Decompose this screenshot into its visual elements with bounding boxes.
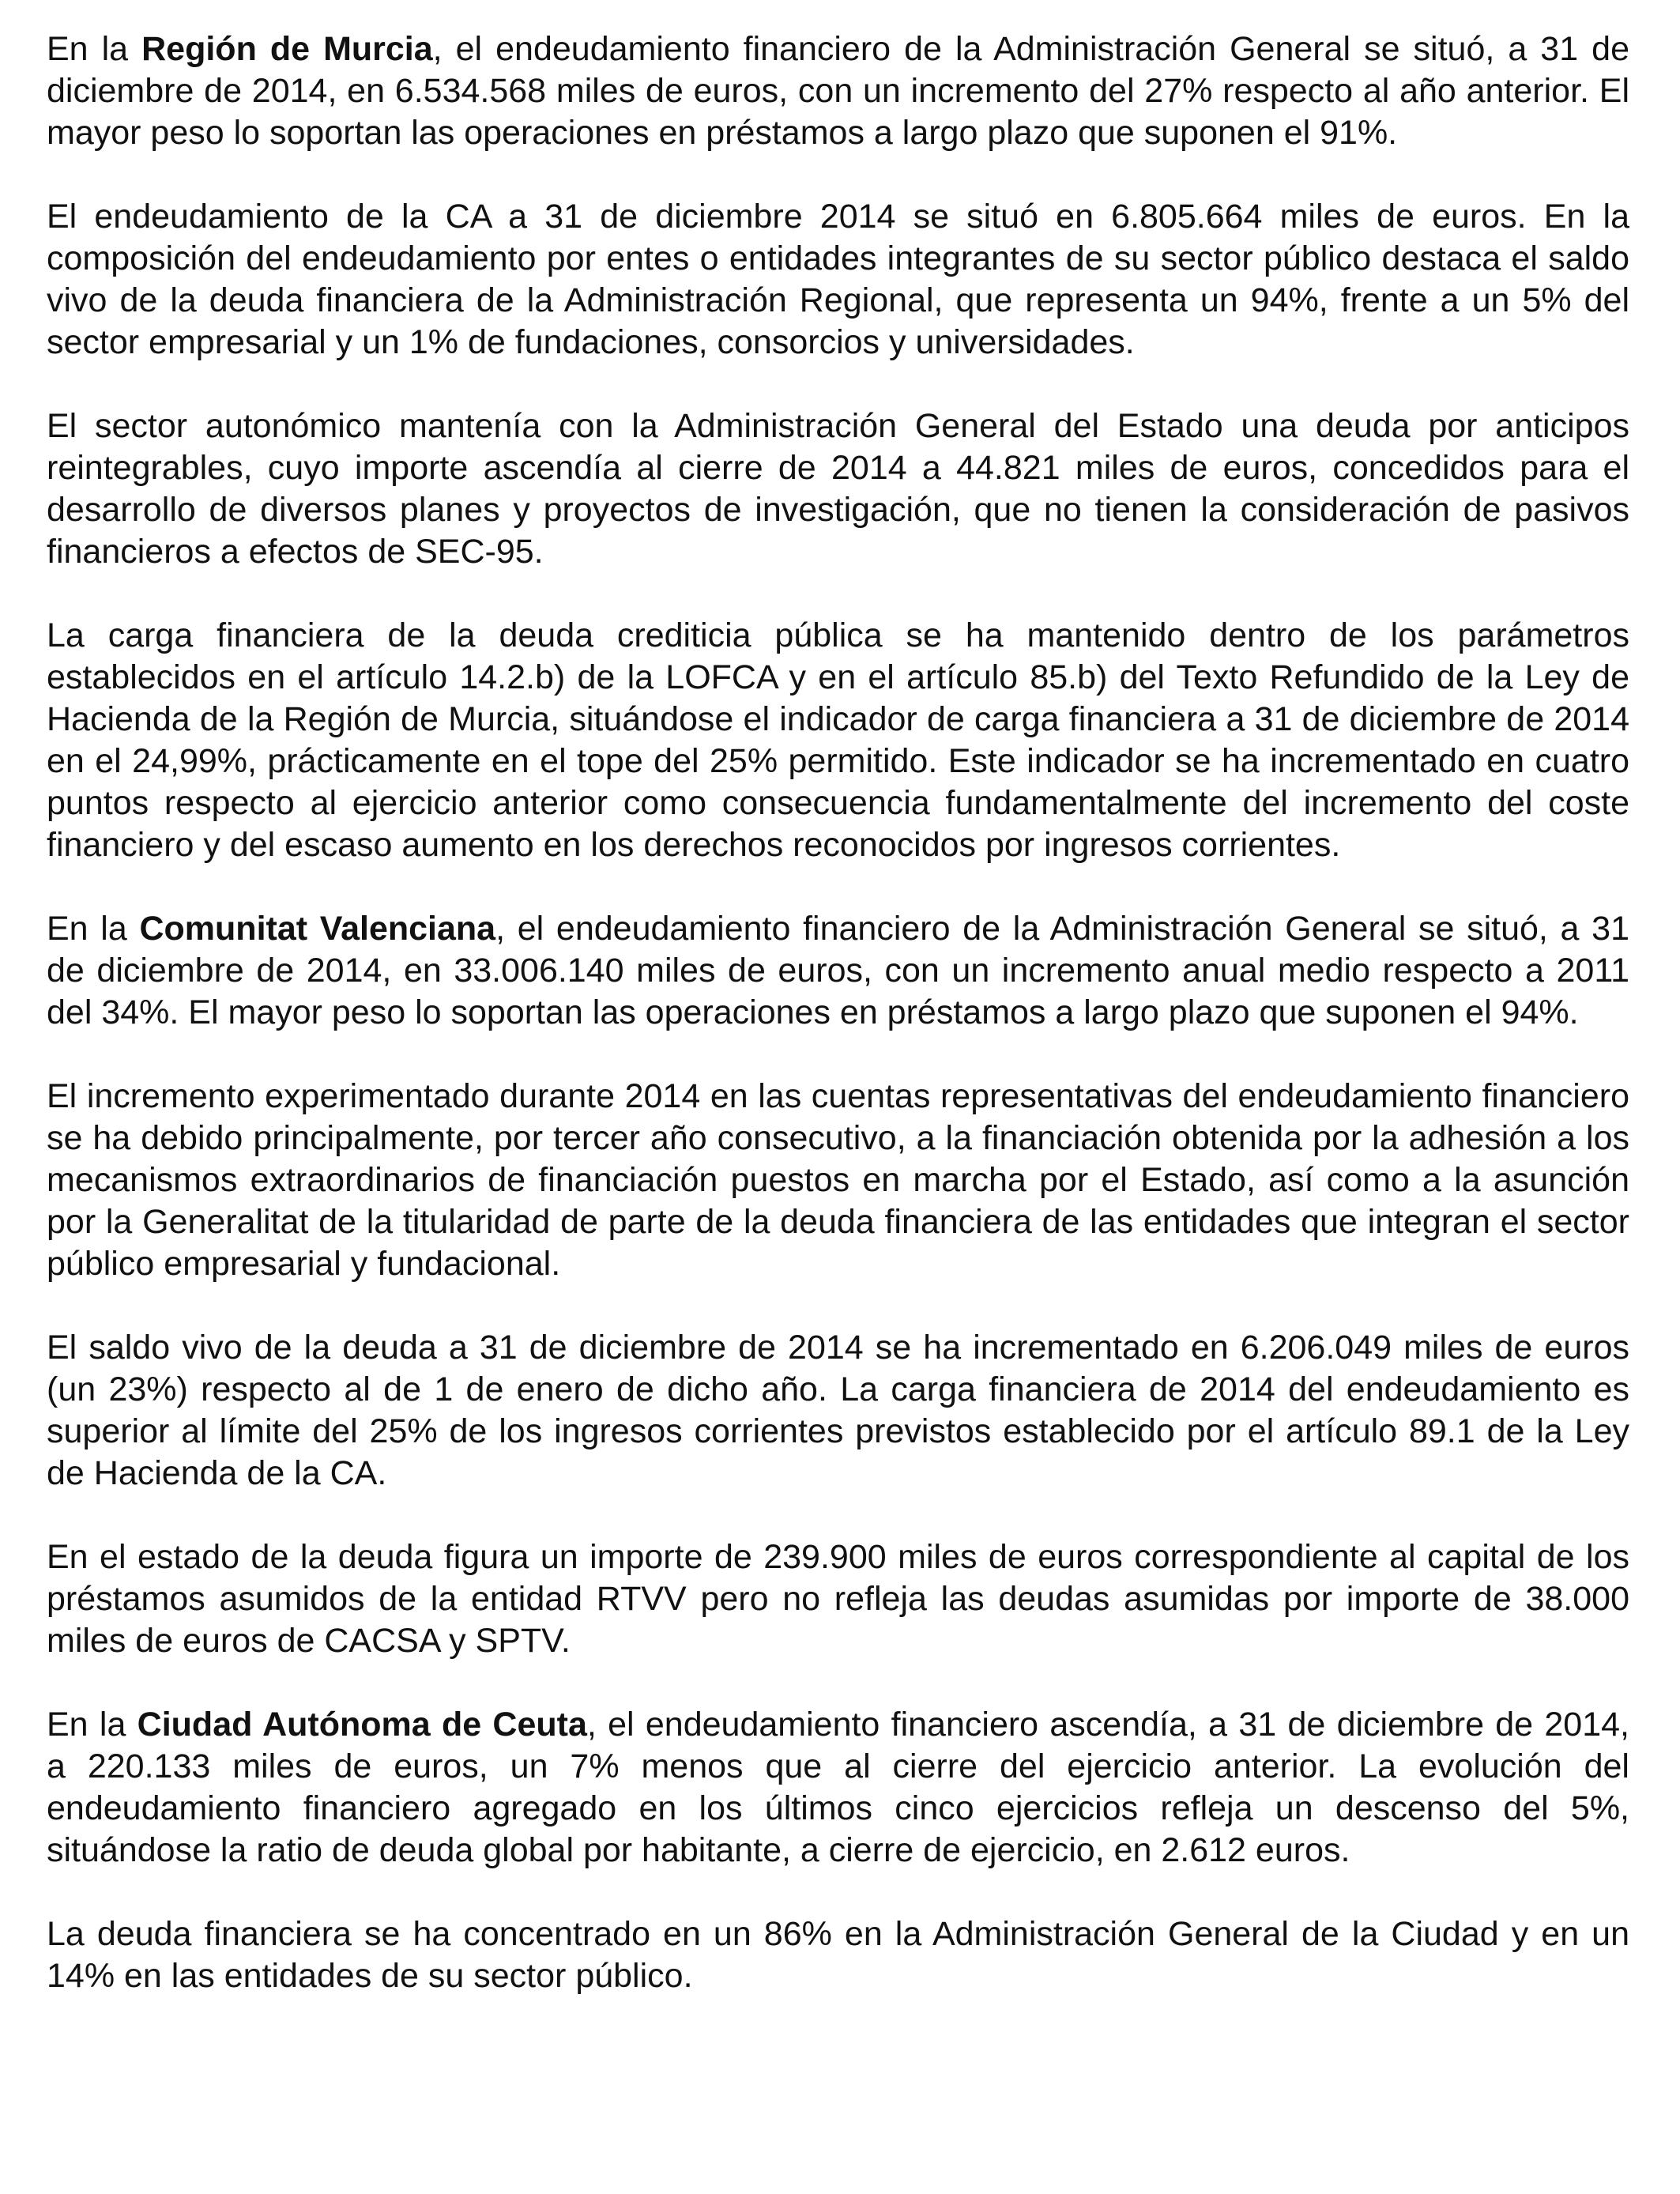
paragraph-valenciana-saldo (47, 1327, 1629, 1495)
paragraph-valenciana-intro (47, 908, 1629, 1034)
document-body (47, 28, 1629, 1997)
paragraph-valenciana-incremento (47, 1076, 1629, 1285)
region-heading-valenciana: Comunitat Valenciana (139, 910, 496, 948)
paragraph-lead: En la (47, 910, 140, 948)
paragraph-text: , el endeudamiento financiero de la Administración General se situó, a 31 de diciembre de 2014, en 33.006.140 miles de euros, con un incremento anual medio respecto a 2011 del 34%. El mayor peso lo soportan las operaciones en préstamos a largo plazo que suponen el 94%. (47, 910, 1630, 1031)
paragraph-text: El incremento experimentado durante 2014 en las cuentas representativas del endeudamiento financiero se ha debido principalmente, por tercer año consecutivo, a la financiación obtenida por la adhesión a los mecanismos extraordinarios de financiación puestos en marcha por el Estado, así como a la asunción por la Generalitat de la titularidad de parte de la deuda financiera de las entidades que integran el sector público empresarial y fundacional. (47, 1077, 1629, 1283)
region-heading-ceuta: Ciudad Autónoma de Ceuta (137, 1706, 587, 1744)
paragraph-lead: En la (47, 30, 142, 68)
paragraph-murcia-carga (47, 615, 1629, 866)
paragraph-text: El saldo vivo de la deuda a 31 de diciembre de 2014 se ha incrementado en 6.206.049 miles de euros (un 23%) respecto al de 1 de enero de dicho año. La carga financiera de 2014 del endeudamiento es superior al límite del 25% de los ingresos corrientes previstos establecido por el artículo 89.1 de la Ley de Hacienda de la CA. (47, 1329, 1629, 1492)
paragraph-murcia-anticipos (47, 405, 1629, 573)
paragraph-ceuta-intro (47, 1704, 1629, 1872)
paragraph-valenciana-estado (47, 1536, 1629, 1662)
paragraph-text: En el estado de la deuda figura un importe de 239.900 miles de euros correspondiente al capital de los préstamos asumidos de la entidad RTVV pero no refleja las deudas asumidas por importe de 38.000 miles de euros de CACSA y SPTV. (47, 1538, 1629, 1660)
paragraph-text: , el endeudamiento financiero de la Administración General se situó, a 31 de diciembre de 2014, en 6.534.568 miles de euros, con un incremento del 27% respecto al año anterior. El mayor peso lo soportan las operaciones en préstamos a largo plazo que suponen el 91%. (47, 30, 1629, 152)
paragraph-text: La carga financiera de la deuda crediticia pública se ha mantenido dentro de los parámetros establecidos en el artículo 14.2.b) de la LOFCA y en el artículo 85.b) del Texto Refundido de la Ley de Hacienda de la Región de Murcia, situándose el indicador de carga financiera a 31 de diciembre de 2014 en el 24,99%, prácticamente en el tope del 25% permitido. Este indicador se ha incrementado en cuatro puntos respecto al ejercicio anterior como consecuencia fundamentalmente del incremento del coste financiero y del escaso aumento en los derechos reconocidos por ingresos corrientes. (47, 616, 1629, 864)
region-heading-murcia: Región de Murcia (141, 30, 433, 68)
paragraph-text: El sector autonómico mantenía con la Administración General del Estado una deuda por anticipos reintegrables, cuyo importe ascendía al cierre de 2014 a 44.821 miles de euros, concedidos para el desarrollo de diversos planes y proyectos de investigación, que no tienen la consideración de pasivos financieros a efectos de SEC-95. (47, 407, 1629, 571)
paragraph-lead: En la (47, 1706, 137, 1744)
paragraph-text: , el endeudamiento financiero ascendía, a 31 de diciembre de 2014, a 220.133 miles de euros, un 7% menos que al cierre del ejercicio anterior. La evolución del endeudamiento financiero agregado en los últimos cinco ejercicios refleja un descenso del 5%, situándose la ratio de deuda global por habitante, a cierre de ejercicio, en 2.612 euros. (47, 1706, 1629, 1869)
paragraph-ceuta-concentracion (47, 1913, 1629, 1997)
paragraph-murcia-composition (47, 196, 1629, 364)
paragraph-text: La deuda financiera se ha concentrado en un 86% en la Administración General de la Ciudad y en un 14% en las entidades de su sector público. (47, 1915, 1629, 1995)
paragraph-murcia-intro (47, 28, 1629, 154)
paragraph-text: El endeudamiento de la CA a 31 de diciembre 2014 se situó en 6.805.664 miles de euros. En la composición del endeudamiento por entes o entidades integrantes de su sector público destaca el saldo vivo de la deuda financiera de la Administración Regional, que representa un 94%, frente a un 5% del sector empresarial y un 1% de fundaciones, consorcios y universidades. (47, 198, 1629, 361)
